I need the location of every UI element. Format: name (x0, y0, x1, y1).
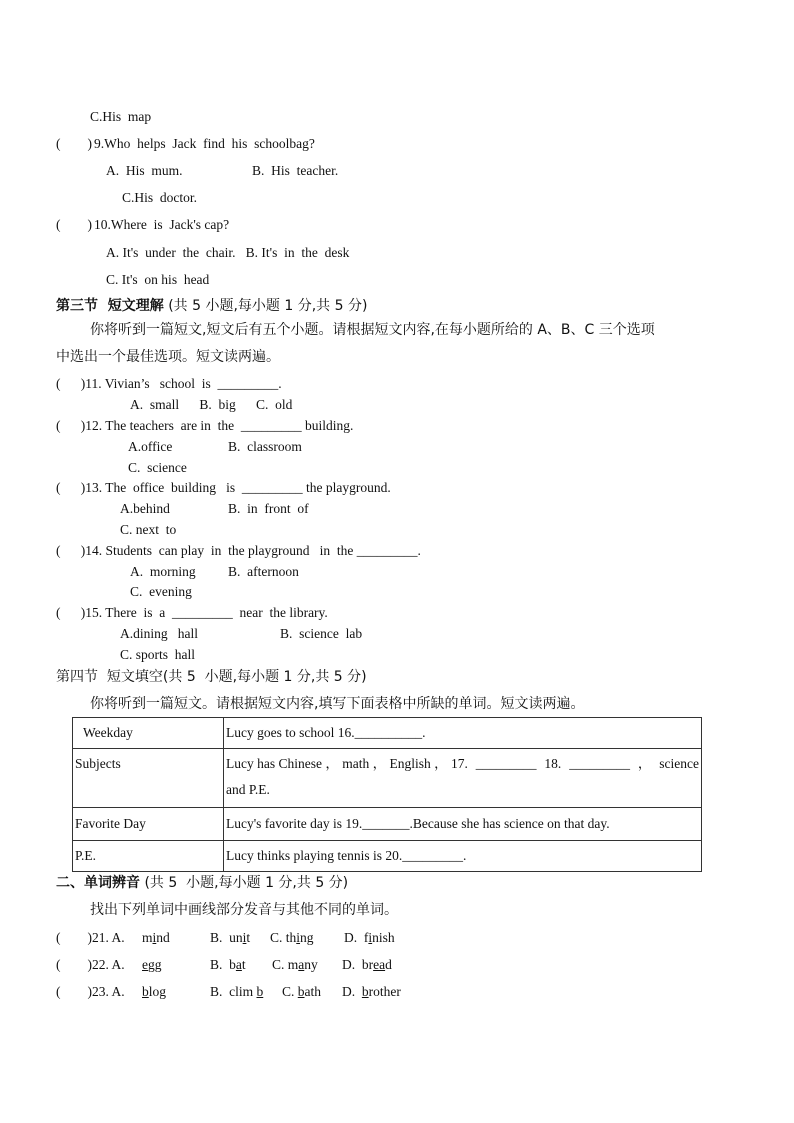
q21-option-b: B. unit (210, 930, 251, 945)
q21-answer-paren[interactable]: ( ) (56, 930, 92, 945)
q13-option-b: B. in front of (228, 501, 309, 516)
q15-option-a: A.dining hall (120, 626, 198, 641)
q21-option-d: D. finish (344, 930, 395, 945)
q23-option-b: B. clim b (210, 984, 264, 999)
q23-option-a: blog (142, 984, 167, 999)
section4-title: 第四节 短文填空 (56, 669, 163, 685)
part2-score: (共 5 小题,每小题 1 分,共 5 分) (140, 875, 349, 891)
blank-18[interactable]: _________ (569, 756, 630, 771)
subjects-line-2: and P.E. (226, 782, 270, 797)
section4-heading (56, 668, 367, 686)
row-content-subjects[interactable] (224, 749, 702, 808)
q9-stem: 9.Who helps Jack find his schoolbag? (94, 136, 315, 151)
q14-option-c: C. evening (130, 584, 192, 599)
q10-options-ab: A. It's under the chair. B. It's in the desk (106, 245, 350, 260)
row-content-pe[interactable]: Lucy thinks playing tennis is 20._________. (224, 841, 702, 872)
q12-option-c: C. science (128, 460, 187, 475)
q14-option-a: A. morning (130, 564, 196, 579)
q21-number: 21. A. (92, 930, 125, 945)
subjects-part: ， (637, 756, 652, 771)
q12-option-b: B. classroom (228, 439, 302, 454)
q10-answer-paren[interactable]: ( ) (56, 217, 92, 232)
row-content-favorite-day[interactable]: Lucy's favorite day is 19._______.Because she has science on that day. (224, 808, 702, 841)
table-row (73, 808, 702, 841)
subjects-part: Lucy has Chinese ， math ， English ， 17. (226, 756, 468, 771)
q10-option-c: C. It's on his head (106, 272, 210, 287)
q22-option-a: egg (142, 957, 162, 972)
row-label-favorite-day: Favorite Day (73, 808, 224, 841)
section4-score: (共 5 小题,每小题 1 分,共 5 分) (162, 669, 367, 685)
q22-answer-paren[interactable]: ( ) (56, 957, 92, 972)
q15-option-b: B. science lab (280, 626, 363, 641)
q21-option-c: C. thing (270, 930, 314, 945)
row-content-weekday[interactable]: Lucy goes to school 16.__________. (224, 718, 702, 749)
q9-option-a: A. His mum. (106, 163, 183, 178)
row-label-pe: P.E. (73, 841, 224, 872)
q23-number: 23. A. (92, 984, 125, 999)
q8-option-c: C.His map (90, 109, 152, 124)
part2-heading (56, 874, 348, 892)
q15-option-c: C. sports hall (120, 647, 196, 662)
q11-options: A. small B. big C. old (130, 397, 293, 412)
row-label-weekday: Weekday (73, 718, 224, 749)
section4-instruction: 你将听到一篇短文。请根据短文内容,填写下面表格中所缺的单词。短文读两遍。 (90, 696, 585, 712)
section3-score: (共 5 小题,每小题 1 分,共 5 分) (163, 298, 368, 314)
q23-option-c: C. bath (282, 984, 322, 999)
q14-option-b: B. afternoon (228, 564, 299, 579)
q9-option-b: B. His teacher. (252, 163, 339, 178)
q10-stem: 10.Where is Jack's cap? (94, 217, 230, 232)
part2-instruction: 找出下列单词中画线部分发音与其他不同的单词。 (90, 902, 398, 918)
table-row (73, 718, 702, 749)
section3-instruction-2: 中选出一个最佳选项。短文读两遍。 (56, 349, 280, 365)
subjects-line-1 (226, 751, 699, 777)
q22-option-b: B. bat (210, 957, 246, 972)
q13-option-c: C. next to (120, 522, 177, 537)
q13-stem[interactable]: ( )13. The office building is _________ the playground. (56, 480, 391, 495)
fill-in-table (72, 717, 702, 872)
part2-title: 二、单词辨音 (56, 875, 140, 891)
subjects-part: science (659, 756, 699, 771)
section3-title: 第三节 短文理解 (56, 298, 164, 314)
q22-option-d: D. bread (342, 957, 392, 972)
q22-number: 22. A. (92, 957, 125, 972)
table-row (73, 749, 702, 808)
table-row (73, 841, 702, 872)
q12-option-a: A.office (128, 439, 173, 454)
section3-heading (56, 297, 367, 315)
q13-option-a: A.behind (120, 501, 170, 516)
q11-stem[interactable]: ( )11. Vivian’s school is _________. (56, 376, 282, 391)
q9-answer-paren[interactable]: ( ) (56, 136, 92, 151)
blank-17[interactable]: _________ (475, 756, 537, 771)
subjects-part: 18. (544, 756, 562, 771)
q22-option-c: C. many (272, 957, 318, 972)
q23-option-d: D. brother (342, 984, 401, 999)
q21-option-a: mind (142, 930, 170, 945)
q9-option-c: C.His doctor. (122, 190, 198, 205)
section3-instruction-1: 你将听到一篇短文,短文后有五个小题。请根据短文内容,在每小题所给的 A、B、C 三个选项 (90, 322, 655, 338)
q14-stem[interactable]: ( )14. Students can play in the playground in the _________. (56, 543, 421, 558)
row-label-subjects: Subjects (73, 749, 224, 808)
q23-answer-paren[interactable]: ( ) (56, 984, 92, 999)
q12-stem[interactable]: ( )12. The teachers are in the _________ building. (56, 418, 354, 433)
q15-stem[interactable]: ( )15. There is a _________ near the library. (56, 605, 328, 620)
